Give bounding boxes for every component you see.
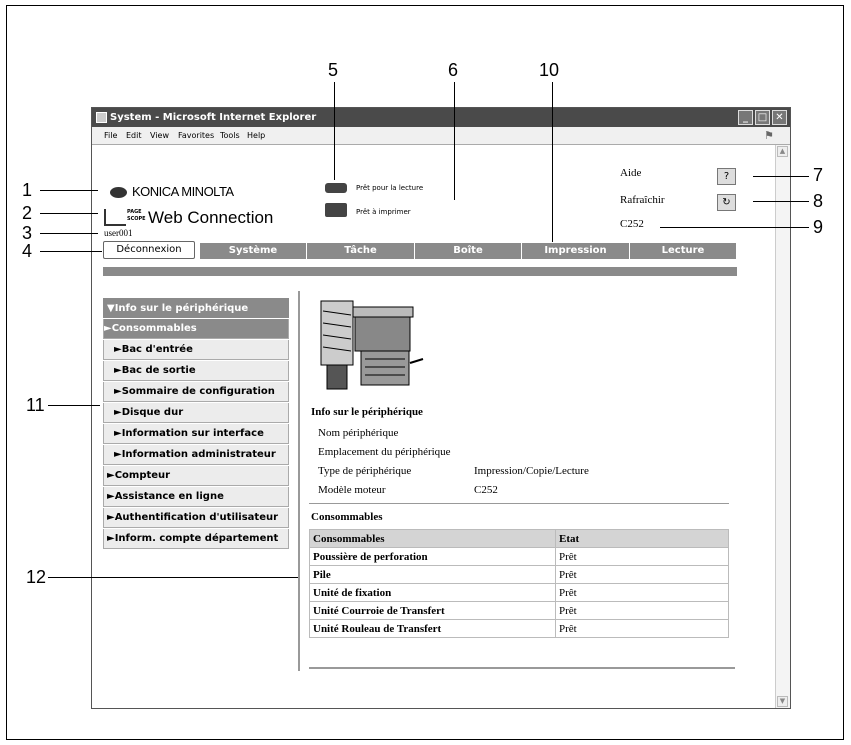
copier-illustration — [315, 293, 425, 397]
callout-5: 5 — [328, 60, 339, 80]
consumable-state: Prêt — [556, 566, 729, 584]
vertical-scrollbar[interactable] — [775, 145, 790, 708]
callout-11: 11 — [26, 395, 45, 415]
sidebar-item[interactable]: ►Inform. compte département — [103, 529, 289, 549]
leader-11 — [48, 405, 100, 406]
menu-edit[interactable]: Edit — [126, 131, 142, 140]
sidebar-item[interactable]: ►Compteur — [103, 466, 289, 486]
device-info-value: Impression/Copie/Lecture — [474, 465, 589, 477]
table-row — [310, 602, 729, 620]
title-bar — [92, 108, 790, 127]
help-link[interactable]: Aide — [620, 167, 642, 179]
konica-minolta-logo-icon — [110, 187, 127, 198]
menu-favorites[interactable]: Favorites — [178, 131, 215, 140]
table-row — [310, 566, 729, 584]
consumable-state: Prêt — [556, 602, 729, 620]
sidebar-item[interactable]: ►Assistance en ligne — [103, 487, 289, 507]
consumable-state: Prêt — [556, 584, 729, 602]
maximize-icon[interactable]: □ — [755, 110, 770, 125]
pagescope-icon — [104, 209, 126, 226]
callout-7: 7 — [813, 165, 824, 185]
pagescope-line1: PAGE — [127, 209, 142, 215]
consumable-state: Prêt — [556, 620, 729, 638]
print-status: Prêt à imprimer — [356, 208, 411, 216]
sidebar-item[interactable]: ►Bac de sortie — [103, 361, 289, 381]
model-name: C252 — [620, 218, 644, 230]
consumable-state: Prêt — [556, 548, 729, 566]
menu-file[interactable]: File — [104, 131, 118, 140]
sidebar-item[interactable]: ▼Info sur le périphérique — [103, 298, 289, 318]
callout-4: 4 — [22, 241, 33, 261]
window-title: System - Microsoft Internet Explorer — [110, 112, 317, 123]
leader-5 — [334, 82, 335, 180]
sidebar-item[interactable]: ►Consommables — [103, 319, 289, 339]
leader-12 — [48, 577, 298, 578]
sidebar-item[interactable]: ►Information administrateur — [103, 445, 289, 465]
sidebar-item[interactable]: ►Bac d'entrée — [103, 340, 289, 360]
table-header-row — [310, 530, 729, 548]
ie-app-icon — [96, 112, 107, 123]
consumable-name: Pile — [310, 566, 556, 584]
callout-10: 10 — [539, 60, 560, 80]
callout-3: 3 — [22, 223, 33, 243]
sidebar-item[interactable]: ►Sommaire de configuration — [103, 382, 289, 402]
scroll-up-icon[interactable]: ▲ — [777, 146, 788, 157]
section-divider — [309, 503, 729, 504]
refresh-link[interactable]: Rafraîchir — [620, 194, 665, 206]
menu-bar — [92, 127, 790, 145]
consumable-name: Poussière de perforation — [310, 548, 556, 566]
leader-8 — [753, 201, 809, 202]
device-info-label: Nom périphérique — [318, 427, 399, 439]
scroll-down-icon[interactable]: ▼ — [777, 696, 788, 707]
menu-tools[interactable]: Tools — [220, 131, 240, 140]
logout-button[interactable]: Déconnexion — [103, 241, 195, 259]
sidebar-item[interactable]: ►Disque dur — [103, 403, 289, 423]
leader-4 — [40, 251, 102, 252]
consumables-heading: Consommables — [311, 511, 383, 523]
scan-status: Prêt pour la lecture — [356, 184, 424, 192]
callout-1: 1 — [22, 180, 33, 200]
device-info-label: Type de périphérique — [318, 465, 412, 477]
tab-boite[interactable]: Boîte — [415, 243, 522, 259]
device-info-label: Emplacement du périphérique — [318, 446, 451, 458]
device-info-label: Modèle moteur — [318, 484, 386, 496]
printer-icon — [325, 203, 347, 217]
callout-9: 9 — [813, 217, 824, 237]
brand-logo: KONICA MINOLTA — [132, 184, 234, 199]
callout-8: 8 — [813, 191, 824, 211]
consumable-name: Unité Courroie de Transfert — [310, 602, 556, 620]
help-icon[interactable]: ? — [717, 168, 736, 185]
product-name: Web Connection — [148, 208, 274, 227]
device-info-heading: Info sur le périphérique — [311, 406, 423, 418]
user-name: user001 — [104, 228, 133, 238]
sidebar-item[interactable]: ►Information sur interface — [103, 424, 289, 444]
menu-help[interactable]: Help — [247, 131, 266, 140]
tab-underline-bar — [103, 267, 737, 276]
column-header-consumables: Consommables — [310, 530, 556, 548]
sidebar-item[interactable]: ►Authentification d'utilisateur — [103, 508, 289, 528]
tab-tache[interactable]: Tâche — [307, 243, 415, 259]
table-row — [310, 620, 729, 638]
device-info-value: C252 — [474, 484, 498, 496]
leader-1 — [40, 190, 98, 191]
menu-view[interactable]: View — [150, 131, 169, 140]
callout-6: 6 — [448, 60, 459, 80]
table-row — [310, 548, 729, 566]
consumable-name: Unité Rouleau de Transfert — [310, 620, 556, 638]
tab-lecture[interactable]: Lecture — [630, 243, 737, 259]
callout-12: 12 — [26, 567, 47, 587]
windows-flag-icon: ⚑ — [764, 129, 774, 142]
tab-impression[interactable]: Impression — [522, 243, 630, 259]
callout-2: 2 — [22, 203, 33, 223]
close-icon[interactable]: ✕ — [772, 110, 787, 125]
column-header-state: Etat — [556, 530, 729, 548]
pagescope-line2: SCOPE — [127, 216, 146, 222]
consumable-name: Unité de fixation — [310, 584, 556, 602]
sidebar-divider — [298, 291, 300, 671]
leader-2 — [40, 213, 98, 214]
consumables-table — [309, 529, 729, 638]
leader-7 — [753, 176, 809, 177]
leader-10 — [552, 82, 553, 242]
scanner-icon — [325, 183, 347, 193]
bottom-divider — [309, 667, 735, 669]
leader-9 — [660, 227, 809, 228]
leader-3 — [40, 233, 98, 234]
minimize-icon[interactable]: _ — [738, 110, 753, 125]
table-row — [310, 584, 729, 602]
leader-6 — [454, 82, 455, 200]
refresh-icon[interactable]: ↻ — [717, 194, 736, 211]
tab-systeme[interactable]: Système — [200, 243, 307, 259]
